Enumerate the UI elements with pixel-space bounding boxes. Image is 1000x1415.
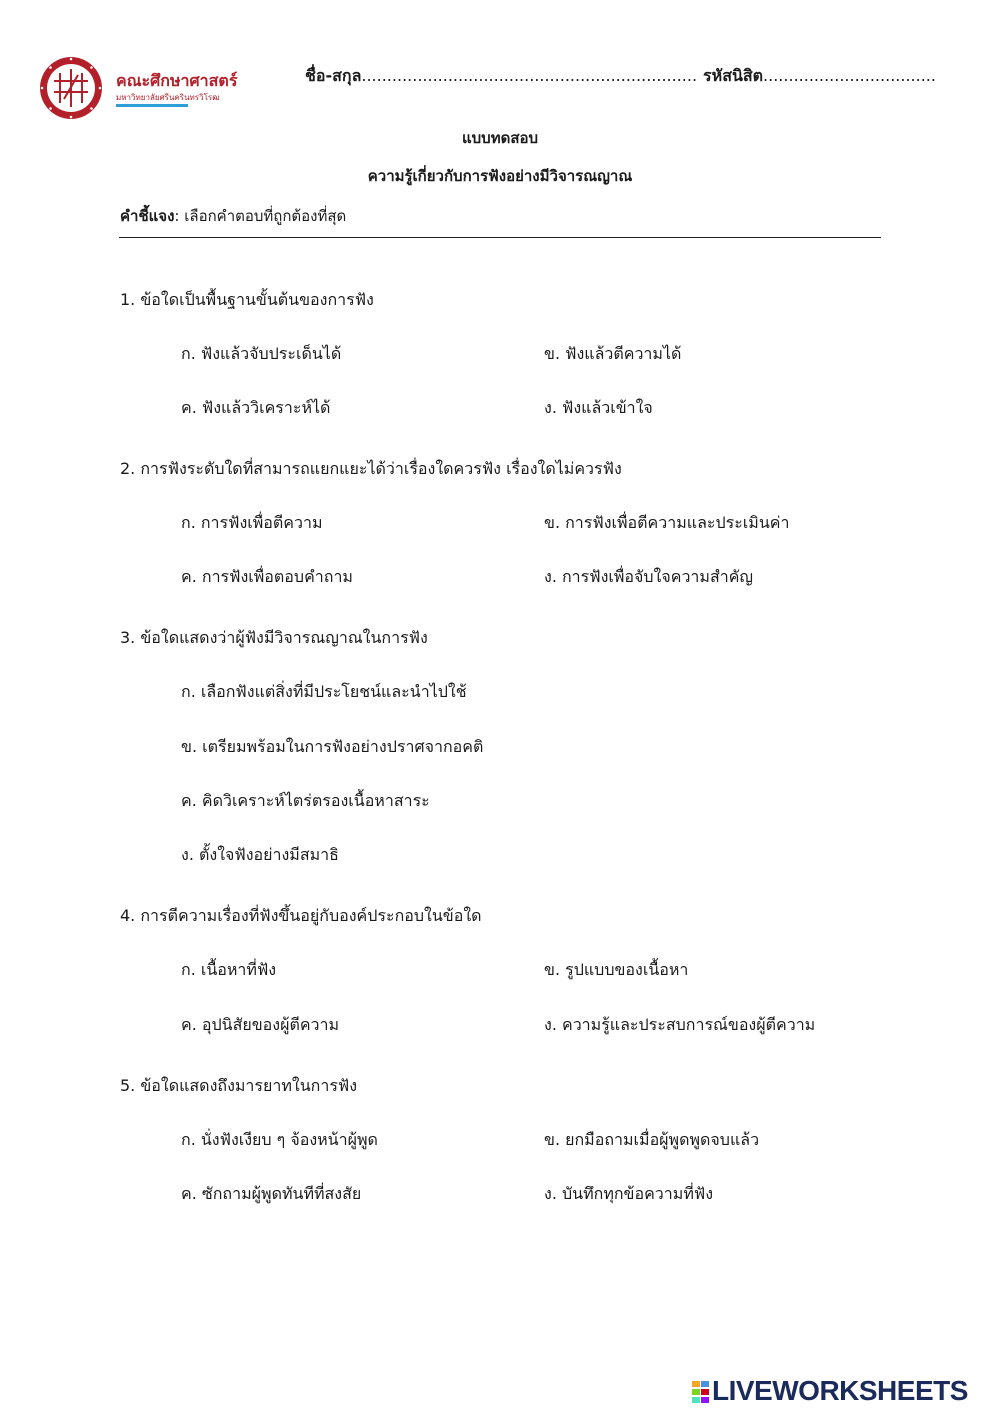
question-3-option-a[interactable]: ก. เลือกฟังแต่สิ่งที่มีประโยชน์และนำไปใช้ [181,682,467,701]
question-5: 5. ข้อใดแสดงถึงมารยาทในการฟัง [120,1076,358,1095]
question-2-option-c[interactable]: ค. การฟังเพื่อตอบคำถาม [181,567,353,586]
question-2-option-a[interactable]: ก. การฟังเพื่อตีความ [181,513,323,532]
liveworksheets-text: LIVEWORKSHEETS [712,1375,968,1406]
question-3-option-d[interactable]: ง. ตั้งใจฟังอย่างมีสมาธิ [181,845,339,864]
question-4-option-d[interactable]: ง. ความรู้และประสบการณ์ของผู้ตีความ [544,1015,816,1034]
question-5-option-c[interactable]: ค. ซักถามผู้พูดทันทีที่สงสัย [181,1184,362,1203]
question-4-option-a[interactable]: ก. เนื้อหาที่ฟัง [181,960,277,979]
faculty-name: คณะศึกษาศาสตร์ [116,71,238,90]
question-1-option-a[interactable]: ก. ฟังแล้วจับประเด็นได้ [181,344,342,363]
university-name: มหาวิทยาลัยศรีนครินทรวิโรฒ [116,93,220,102]
question-3: 3. ข้อใดแสดงว่าผู้ฟังมีวิจารณญาณในการฟัง [120,628,428,647]
name-blank[interactable]: .................................................................. [361,66,698,85]
divider [119,237,881,238]
question-2-option-d[interactable]: ง. การฟังเพื่อจับใจความสำคัญ [544,567,754,586]
question-4-option-c[interactable]: ค. อุปนิสัยของผู้ตีความ [181,1015,340,1034]
question-1-option-b[interactable]: ข. ฟังแล้วตีความได้ [544,344,682,363]
question-5-option-d[interactable]: ง. บันทึกทุกข้อความที่ฟัง [544,1184,713,1203]
liveworksheets-logo-icon [692,1381,710,1403]
question-1: 1. ข้อใดเป็นพื้นฐานขั้นต้นของการฟัง [120,290,374,309]
liveworksheets-watermark [692,1375,992,1407]
question-5-option-a[interactable]: ก. นั่งฟังเงียบ ๆ จ้องหน้าผู้พูด [181,1130,378,1149]
instructions-label: คำชี้แจง [120,207,175,225]
question-4: 4. การตีความเรื่องที่ฟังขึ้นอยู่กับองค์ประกอบในข้อใด [120,906,482,925]
document-subtitle: ความรู้เกี่ยวกับการฟังอย่างมีวิจารณญาณ [367,167,633,185]
question-5-option-b[interactable]: ข. ยกมือถามเมื่อผู้พูดพูดจบแล้ว [544,1130,760,1149]
faculty-seal-icon [38,55,104,121]
question-3-option-b[interactable]: ข. เตรียมพร้อมในการฟังอย่างปราศจากอคติ [181,737,484,756]
question-2-option-b[interactable]: ข. การฟังเพื่อตีความและประเมินค่า [544,513,790,532]
instructions-text: : เลือกคำตอบที่ถูกต้องที่สุด [174,207,347,225]
logo-underline [116,104,188,107]
student-id-blank[interactable]: .................................. [763,66,936,85]
question-1-option-c[interactable]: ค. ฟังแล้ววิเคราะห์ได้ [181,398,331,417]
instructions [120,204,346,228]
question-4-option-b[interactable]: ข. รูปแบบของเนื้อหา [544,960,689,979]
document-title: แบบทดสอบ [461,129,539,147]
student-info-fields [305,64,936,89]
faculty-logo [38,55,338,125]
name-label: ชื่อ-สกุล [305,66,362,85]
question-3-option-c[interactable]: ค. คิดวิเคราะห์ไตร่ตรองเนื้อหาสาระ [181,791,430,810]
question-2: 2. การฟังระดับใดที่สามารถแยกแยะได้ว่าเรื่องใดควรฟัง เรื่องใดไม่ควรฟัง [120,459,622,478]
question-1-option-d[interactable]: ง. ฟังแล้วเข้าใจ [544,398,653,417]
student-id-label: รหัสนิสิต [703,66,764,85]
